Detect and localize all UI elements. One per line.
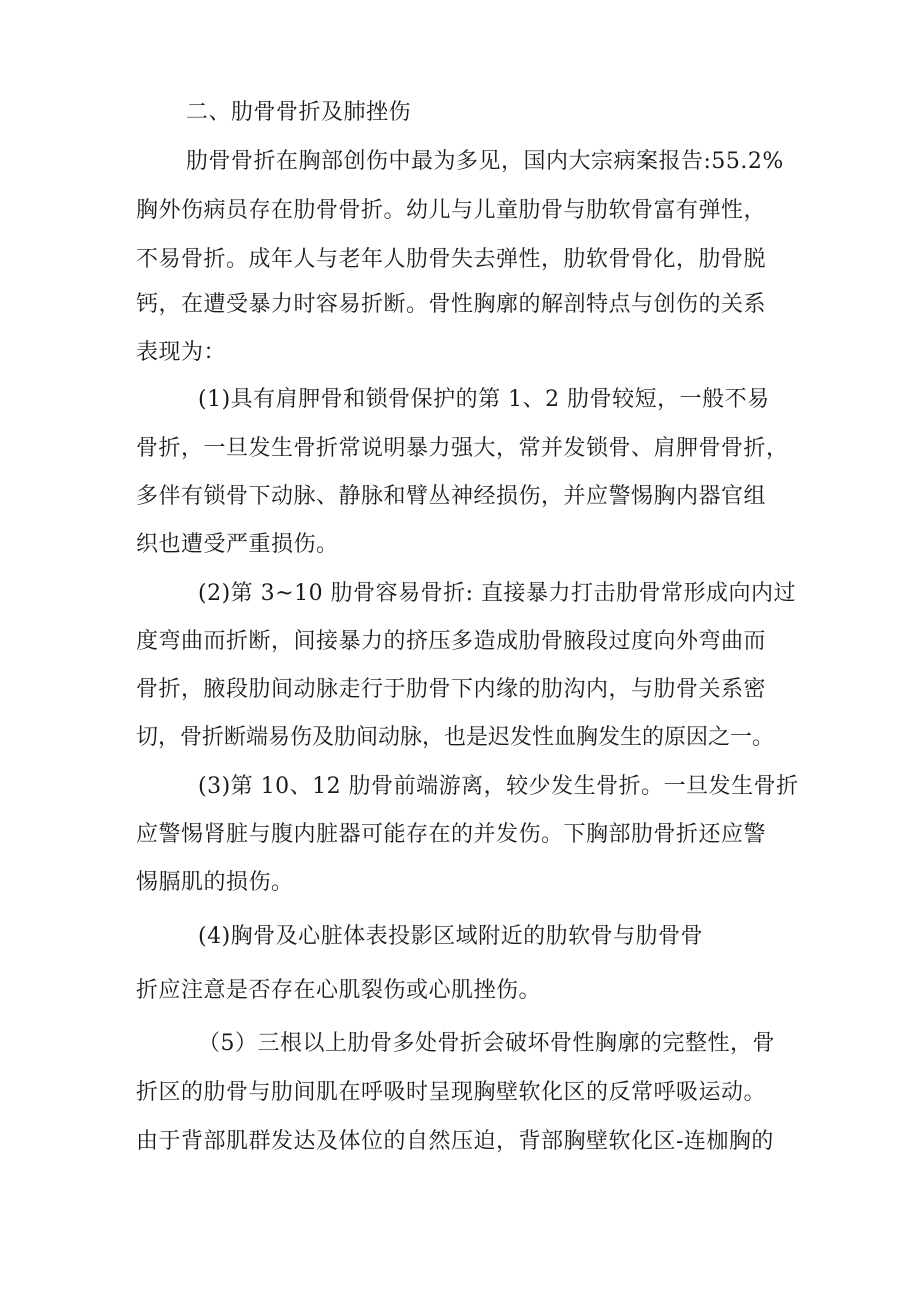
paragraph-line: 折区的肋骨与肋间肌在呼吸时呈现胸壁软化区的反常呼吸运动。 [136,1080,767,1105]
paragraph-line: 不易骨折。成年人与老年人肋骨失去弹性，肋软骨骨化，肋骨脱 [136,247,767,272]
paragraph-line: (2)第 3~10 肋骨容易骨折: 直接暴力打击肋骨常形成向内过 [198,581,796,606]
paragraph-line: 度弯曲而折断，间接暴力的挤压多造成肋骨腋段过度向外弯曲而 [136,629,767,654]
paragraph-line: 惕膈肌的损伤。 [136,870,294,895]
section-heading: 二、肋骨骨折及肺挫伤 [186,100,412,125]
paragraph-line: 应警惕肾脏与腹内脏器可能存在的并发伤。下胸部肋骨折还应警 [136,822,767,847]
paragraph-line: 折应注意是否存在心肌裂伤或心肌挫伤。 [136,978,542,1003]
paragraph-line: 骨折，一旦发生骨折常说明暴力强大，常并发锁骨、肩胛骨骨折， [136,436,789,461]
paragraph-line: 肋骨骨折在胸部创伤中最为多见，国内大宗病案报告:55.2% [186,149,784,174]
paragraph-line: 钙，在遭受暴力时容易折断。骨性胸廓的解剖特点与创伤的关系 [136,292,767,317]
paragraph-line: (1)具有肩胛骨和锁骨保护的第 1、2 肋骨较短，一般不易 [198,387,770,412]
paragraph-line: 骨折，腋段肋间动脉走行于肋骨下内缘的肋沟内，与肋骨关系密 [136,677,767,702]
paragraph-line: 织也遭受严重损伤。 [136,532,339,557]
paragraph-line: 多伴有锁骨下动脉、静脉和臂丛神经损伤，并应警惕胸内器官组 [136,484,767,509]
paragraph-line: 由于背部肌群发达及体位的自然压迫，背部胸壁软化区-连枷胸的 [136,1129,774,1154]
paragraph-line: 胸外伤病员存在肋骨骨折。幼儿与儿童肋骨与肋软骨富有弹性， [136,198,767,223]
paragraph-line: （5）三根以上肋骨多处骨折会破坏骨性胸廓的完整性，骨 [198,1031,775,1056]
paragraph-line: 表现为： [136,340,227,365]
paragraph-line: 切，骨折断端易伤及肋间动脉，也是迟发性血胸发生的原因之一。 [136,725,775,750]
paragraph-line: (4)胸骨及心脏体表投影区域附近的肋软骨与肋骨骨 [198,924,704,949]
paragraph-line: (3)第 10、12 肋骨前端游离，较少发生骨折。一旦发生骨折 [198,774,799,799]
